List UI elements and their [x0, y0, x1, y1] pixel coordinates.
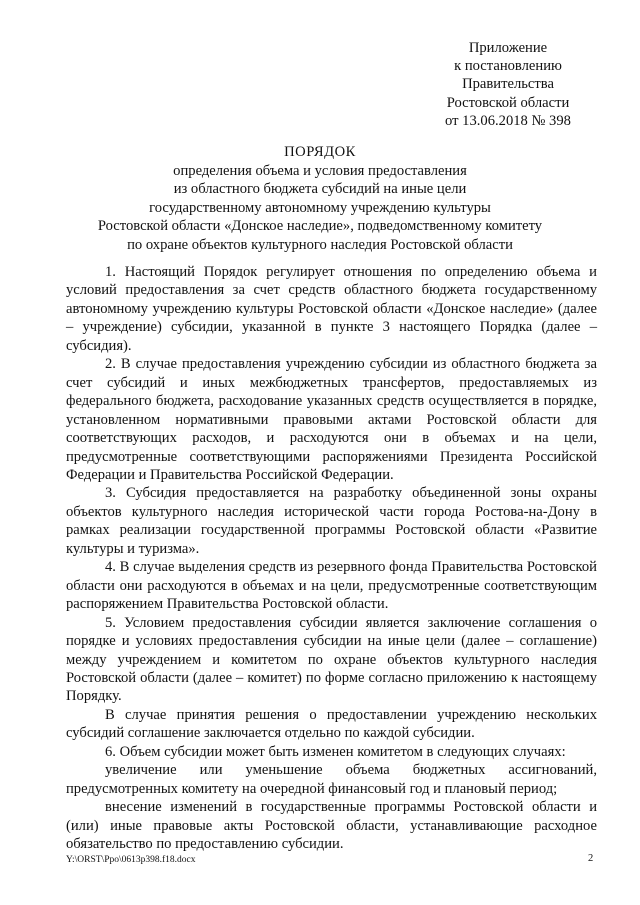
paragraph-6: 6. Объем субсидии может быть изменен комитетом в следующих случаях:: [105, 743, 566, 760]
footer-file-path: Y:\ORST\Ppo\0613p398.f18.docx: [66, 855, 196, 865]
document-subtitle-line: государственному автономному учреждению культуры: [149, 199, 491, 216]
paragraph-4: 4. В случае выделения средств из резервного фонда Правительства Ростовской области они расходуются в объемах и на цели, предусмотренные соответствующим распоряжением Правительства Ростовской области.: [66, 559, 597, 613]
paragraph-5: 5. Условием предоставления субсидии является заключение соглашения о порядке и условиях предоставления субсидии на иные цели (далее – соглашение) между учреждением и комитетом по охране объектов культурного наследия Ростовской области (далее – комитет) по форме согласно приложению к настоящему Порядку.: [66, 614, 597, 705]
document-subtitle-line: из областного бюджета субсидий на иные цели: [173, 181, 467, 198]
appendix-line: к постановлению: [454, 58, 562, 75]
appendix-line: Приложение: [468, 40, 548, 56]
paragraph-5-continued: В случае принятия решения о предоставлении учреждению нескольких субсидий соглашение заключается отдельно по каждой субсидии.: [66, 706, 597, 742]
appendix-line: Правительства: [462, 76, 554, 93]
paragraph-6-case-1: увеличение или уменьшение объема бюджетных ассигнований, предусмотренных комитету на очередной финансовый год и плановый период;: [66, 762, 597, 797]
paragraph-6-case-2: внесение изменений в государственные программы Ростовской области и (или) иные правовые акты Ростовской области, устанавливающие расходное обязательство по предоставлению субсидии.: [66, 799, 597, 853]
document-subtitle-line: по охране объектов культурного наследия Ростовской области: [127, 236, 513, 253]
document-body: [66, 263, 597, 854]
document-subtitle-line: Ростовской области «Донское наследие», подведомственному комитету: [97, 218, 543, 235]
appendix-line: Ростовской области: [446, 94, 570, 111]
appendix-block: [415, 39, 601, 130]
document-subtitle-line: определения объема и условия предоставления: [173, 162, 467, 179]
paragraph-2: 2. В случае предоставления учреждению субсидии из областного бюджета за счет субсидий и иных межбюджетных трансфертов, предоставляемых из федерального бюджета, расходование указанных средств осуществляется в порядке, установленном нормативными правовыми актами Ростовской области для соответствующих расходов, и расходуются они в объемах и на цели, предусмотренные соответствующими распоряжениями Президента Российской Федерации и Правительства Российской Федерации.: [66, 356, 597, 483]
appendix-line: от 13.06.2018 № 398: [445, 112, 571, 129]
document-heading: ПОРЯДОК: [284, 144, 356, 160]
paragraph-1: 1. Настоящий Порядок регулирует отношения по определению объема и условий предоставления за счет средств областного бюджета государственному автономному учреждению культуры Ростовской области «Донское наследие» (далее – учреждение) субсидии, указанной в пункте 3 настоящего Порядка (далее – субсидия).: [66, 264, 597, 354]
paragraph-3: 3. Субсидия предоставляется на разработку объединенной зоны охраны объектов культурного наследия исторической части города Ростова-на-Дону в рамках реализации государственной программы Ростовской области «Развитие культуры и туризма».: [66, 485, 597, 557]
document-title-block: [40, 143, 600, 255]
page-number: 2: [588, 853, 594, 864]
